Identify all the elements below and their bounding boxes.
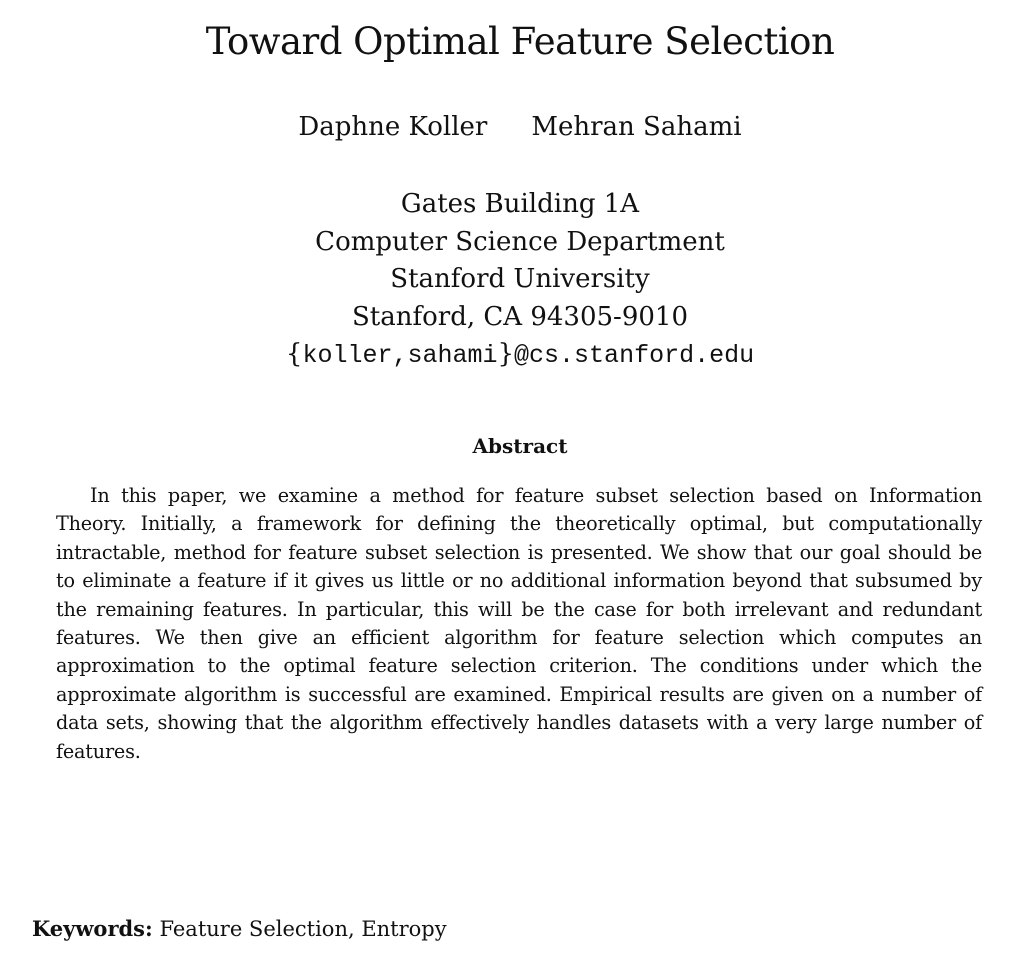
email-close-brace: } [497, 339, 515, 369]
keywords-line [32, 916, 447, 941]
author-list [0, 112, 1014, 142]
paper-title: Toward Optimal Feature Selection [205, 20, 835, 63]
affiliation-building: Gates Building 1A [400, 189, 640, 219]
email-users: koller,sahami [302, 341, 498, 370]
author-name: Daphne Koller [298, 112, 488, 142]
abstract-text: In this paper, we examine a method for feature subset selection based on Information Theory. Initially, a framework for defining the theoretically optimal, but computationally intractable, method for feature subset selection is presented. We show that our goal should be to eliminate a feature if it gives us little or no additional information beyond that subsumed by the remaining features. In particular, this will be the case for both irrelevant and redundant features. We then give an efficient algorithm for feature selection which computes an approximation to the optimal feature selection criterion. The conditions under which the approximate algorithm is successful are examined. Empirical results are given on a number of data sets, showing that the algorithm effectively handles datasets with a very large number of features. [56, 484, 982, 763]
abstract-heading: Abstract [472, 434, 568, 458]
affiliation-block [0, 186, 1014, 375]
affiliation-address: Stanford, CA 94305-9010 [352, 301, 688, 332]
affiliation-university: Stanford University [390, 264, 650, 294]
email-domain: @cs.stanford.edu [514, 341, 755, 370]
keywords-label: Keywords: [32, 916, 153, 941]
affiliation-department: Computer Science Department [315, 226, 725, 257]
author-email [0, 336, 1014, 375]
email-open-brace: { [285, 339, 303, 369]
keywords-value: Feature Selection, Entropy [159, 917, 447, 941]
author-name: Mehran Sahami [531, 112, 742, 142]
